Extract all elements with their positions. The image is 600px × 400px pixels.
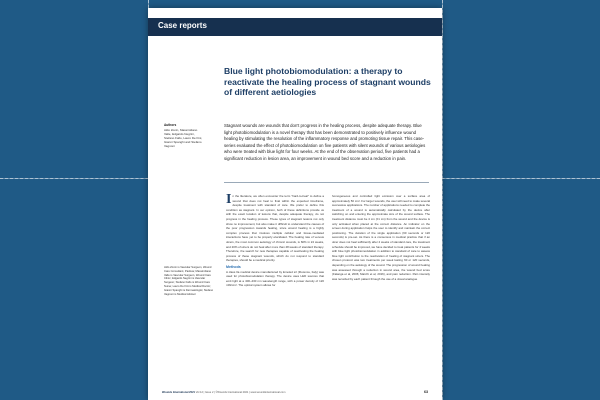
body-column-2 <box>332 194 430 281</box>
footer-detail: Vol 12 | Issue 2 | ©Wounds International 2021 | www.woundsinternational.com <box>195 391 286 394</box>
author-affiliations: Aldo Zonin is Vascular Surgeon, Wound Care Consultant, Padova; Massimiliano Valle is Vascular Surgeon, Wound Care Clinic; Edgardo Negrini is Vascular Surgeon; Stefano Fallo is Wound Care Nurse; Lauro De Fini is Medical Doctor; Gianni Spanghi is Dermatologist; Stefano Vagnoni is Medical Advisor <box>164 266 214 296</box>
authors-label: Authors <box>164 123 177 127</box>
column-2-text: homogeneous and controlled light emission over a surface area of approximately 50 cm². For larger wounds, the user will need to make several successive applications. The number of applications needed to complete the treatment of a wound is automatically calculated by the device after switching on and entering the approximate size of the wound surface. The treatment distance must be 4 cm (±1 cm) from the wound and the device is only activated when placed at the correct distance. An indicator on the screen during application helps the user to identify and maintain the correct positioning. The duration of the single application (60 seconds or 120 seconds) is pre-set. As there is a consensus in medical practice that if an ulcer does not heal sufficiently after 4 weeks of standard care, the treatment schedule should be improved, we have decided to treat patients for 4 weeks with blue light photobiomodulation in addition to standard of care to assess blue light contribution to the reactivation of healing of stagnant ulcers. The chosen protocol was two treatments per week lasting 60 or 120 seconds, depending on the aetiology of the wound. The progression of wound healing was assessed through a reduction in wound area, the wound bed score (Falanga et al, 2006; Marchi et al, 2016), and pain reduction. Pain intensity was recorded by each patient through the use of a visual analogue <box>332 194 430 281</box>
methods-heading: Methods <box>226 264 241 269</box>
intro-paragraph: n the literature, we often encounter the term "hard-to-heal" to define a wound that does not heal to final within the expected timeframe, despite treatment with standard of care. We prefer to define this condition as stagnant. In our opinion, both of these definitions provide us with the exact location of lesions that, despite adequate therapy, do not progress in the healing process. These types of stagnant lesions not only show no improvement, but also make it difficult to understand the causes of the poor progression towards healing, since wound healing is a highly complex process that involves multiple cellular and tissue-mediated interactions have yet to be properly elucidated. The healing rate of venous ulcers, the most common aetiology of chronic wounds, is 60% in 24 weeks, and 20% of ulcers do not heal after more than 48 weeks of standard therapy. Therefore, the search for new therapies capable of reactivating the healing process of these stagnant wounds, which do not respond to standard therapies, should be a medical priority. <box>226 194 324 263</box>
section-banner <box>148 18 442 36</box>
background-guide-vertical-right <box>442 0 443 400</box>
article-title: Blue light photobiomodulation: a therapy to reactivate the healing process of stagnant wounds of different aetiologies <box>224 66 431 97</box>
drop-cap: I <box>226 192 232 207</box>
page-number: 63 <box>424 390 428 394</box>
author-list: Aldo Zonin, Massimiliano Valle, Edgardo Negrini, Stefano Fallo, Lauro De Fini, Gianni Spanghi and Stefano Vagnoni <box>164 128 203 148</box>
section-label: Case reports <box>158 21 207 30</box>
body-column-1 <box>226 194 324 288</box>
abstract: Stagnant wounds are wounds that don't progress in the healing process, despite adequate therapy. Blue light photobiomodulation is a novel therapy that has been demonstrated to positively influence wound healing by stimulating the resolution of the inflammatory response and promoting tissue repair. This case-series evaluated the effect of photobiomodulation on five patients with silent wounds of various aetiologies who were treated with blue light for four weeks. At the end of the observation period, five patients had a significant reduction in lesion area, an improvement in wound bed score and a reduction in pain. <box>224 123 426 161</box>
methods-paragraph: A class IIa medical device manufactured by Emoled srl (Florence, Italy) was used for photobiomodulation therapy. The device uses LED sources that emit light at a 400–430 nm wavelength range, with a power density of 120 mW/cm². The optical system allows for <box>226 269 324 288</box>
journal-name: Wounds International 2021 <box>162 391 195 394</box>
document-page <box>148 8 442 400</box>
abstract-divider <box>224 182 429 183</box>
page-footer <box>162 391 412 394</box>
